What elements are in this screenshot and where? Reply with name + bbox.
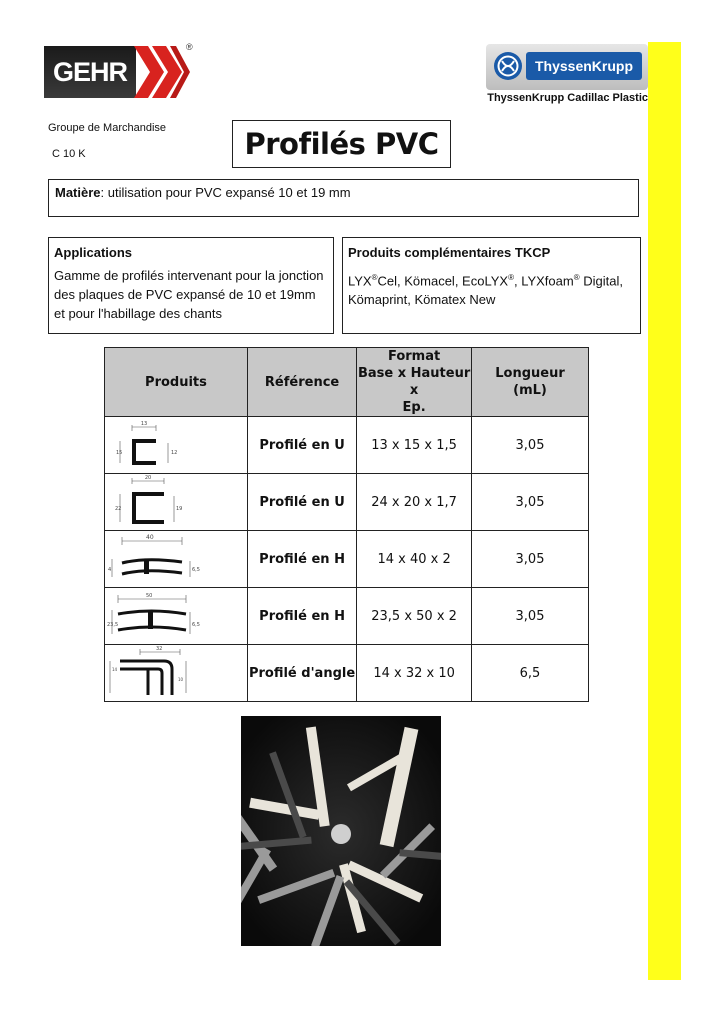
profile-diagram-cell	[105, 531, 248, 588]
thyssenkrupp-logo-text: ThyssenKrupp	[526, 52, 642, 80]
thyssenkrupp-logo	[486, 44, 648, 90]
dimension-label: 12	[170, 450, 178, 456]
reference-cell: Profilé d'angle	[247, 645, 356, 702]
applications-line: des plaques de PVC expansé de 10 et 19mm	[54, 287, 316, 302]
registered-mark: ®	[508, 273, 514, 282]
product-name: Cel, Kömacel, EcoLYX	[377, 273, 509, 289]
header-format-line: Base x Hauteur x	[357, 366, 471, 398]
registered-mark: ®	[186, 42, 193, 52]
complementary-products-line: Kömaprint, Kömatex New	[348, 292, 496, 308]
dimension-label: 20	[144, 475, 152, 481]
length-cell: 3,05	[472, 531, 589, 588]
table-row	[105, 474, 589, 531]
group-label: Groupe de Marchandise	[48, 122, 167, 134]
table-header-row	[105, 348, 589, 417]
table-row	[105, 417, 589, 474]
profile-diagram-cell	[105, 474, 248, 531]
matiere-text: utilisation pour PVC expansé 10 et 19 mm	[107, 185, 351, 200]
table-row	[105, 531, 589, 588]
format-cell: 24 x 20 x 1,7	[357, 474, 472, 531]
dimension-label: 6,5	[191, 567, 200, 573]
dimension-label: 10	[177, 677, 184, 682]
angle-profile-diagram-icon	[106, 645, 246, 697]
format-cell: 13 x 15 x 1,5	[357, 417, 472, 474]
complementary-products-box	[342, 237, 641, 334]
length-cell: 3,05	[472, 588, 589, 645]
dimension-label: 6,5	[191, 622, 200, 628]
applications-box	[48, 237, 334, 334]
group-code: C 10 K	[52, 148, 86, 160]
matiere-separator: :	[100, 185, 108, 200]
header-format-line: Format	[387, 349, 441, 364]
applications-line: Gamme de profilés intervenant pour la jonction	[54, 268, 324, 283]
yellow-side-bar	[648, 42, 681, 980]
header-longueur-line: Longueur	[495, 366, 565, 381]
pvc-profiles-photo	[241, 716, 441, 946]
complementary-products-title: Produits complémentaires TKCP	[348, 245, 551, 260]
gehr-logo-text: GEHR	[52, 57, 127, 87]
applications-line: et pour l'habillage des chants	[54, 306, 222, 321]
profiles-table	[104, 347, 589, 682]
registered-mark: ®	[573, 273, 580, 282]
dimension-label: 19	[175, 506, 183, 512]
complementary-products-line	[348, 268, 635, 290]
format-cell: 14 x 32 x 10	[357, 645, 472, 702]
reference-cell: Profilé en U	[247, 474, 356, 531]
reference-cell: Profilé en H	[247, 588, 356, 645]
h-profile-diagram-icon	[106, 531, 246, 583]
page-title: Profilés PVC	[232, 120, 451, 168]
thyssenkrupp-emblem-icon	[493, 51, 523, 81]
header-longueur	[472, 348, 589, 417]
product-name: , LYXfoam	[513, 273, 574, 289]
dimension-label: 40	[145, 534, 154, 541]
dimension-label: 13	[140, 421, 148, 427]
registered-mark: ®	[371, 273, 378, 282]
matiere-box	[48, 179, 639, 217]
dimension-label: 15	[115, 450, 123, 456]
gehr-chevrons-icon	[134, 46, 190, 98]
dimension-label: 4	[107, 567, 112, 573]
gehr-logo	[44, 42, 196, 98]
header-produits: Produits	[105, 348, 248, 417]
h-profile-diagram-icon	[106, 588, 246, 640]
dimension-label: 23,5	[106, 622, 119, 628]
dimension-label: 14	[111, 667, 118, 672]
header-longueur-line: (mL)	[513, 383, 547, 398]
header-format-line: Ep.	[402, 400, 426, 415]
table-row	[105, 588, 589, 645]
profile-diagram-cell	[105, 645, 248, 702]
u-profile-diagram-icon	[106, 474, 246, 526]
header-format	[357, 348, 472, 417]
reference-cell: Profilé en H	[247, 531, 356, 588]
product-name: LYX	[348, 273, 372, 289]
reference-cell: Profilé en U	[247, 417, 356, 474]
header-reference: Référence	[247, 348, 356, 417]
matiere-label: Matière	[55, 185, 101, 200]
table-row	[105, 645, 589, 702]
format-cell: 14 x 40 x 2	[357, 531, 472, 588]
profile-diagram-cell	[105, 588, 248, 645]
u-profile-diagram-icon	[106, 417, 246, 469]
dimension-label: 32	[155, 646, 163, 652]
length-cell: 3,05	[472, 474, 589, 531]
thyssenkrupp-subtitle: ThyssenKrupp Cadillac Plastic	[487, 92, 648, 104]
pvc-profiles-photo-icon	[241, 716, 441, 946]
applications-title: Applications	[54, 245, 133, 260]
format-cell: 23,5 x 50 x 2	[357, 588, 472, 645]
product-name: Digital,	[579, 273, 623, 289]
profile-diagram-cell	[105, 417, 248, 474]
dimension-label: 50	[145, 593, 153, 599]
length-cell: 3,05	[472, 417, 589, 474]
length-cell: 6,5	[472, 645, 589, 702]
dimension-label: 22	[114, 506, 122, 512]
